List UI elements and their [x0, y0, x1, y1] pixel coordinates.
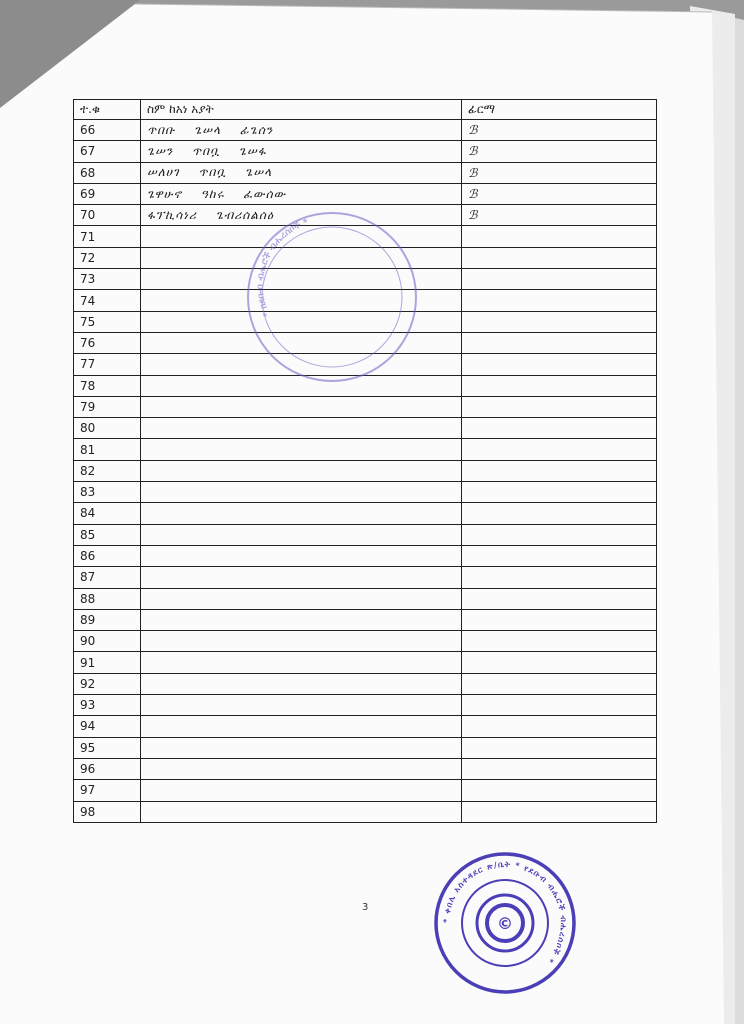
- table-row: [74, 503, 657, 524]
- row-name: [141, 439, 462, 460]
- row-signature: [462, 460, 657, 481]
- row-signature: [462, 396, 657, 417]
- row-name: [141, 545, 462, 566]
- column-header-name: ስም ከአነ አያት: [141, 100, 462, 120]
- row-name: [141, 396, 462, 417]
- row-number: 94: [74, 716, 141, 737]
- row-signature: [462, 290, 657, 311]
- row-signature: [462, 588, 657, 609]
- row-signature: [462, 780, 657, 801]
- row-number: 86: [74, 545, 141, 566]
- row-name: ጌሠን ጥበቧ ጌሠፋ: [141, 141, 462, 162]
- row-number: 88: [74, 588, 141, 609]
- row-name: [141, 609, 462, 630]
- row-number: 92: [74, 673, 141, 694]
- row-number: 93: [74, 695, 141, 716]
- row-name: [141, 588, 462, 609]
- row-number: 67: [74, 141, 141, 162]
- row-number: 83: [74, 482, 141, 503]
- table-row: [74, 588, 657, 609]
- row-name: [141, 780, 462, 801]
- row-number: 75: [74, 311, 141, 332]
- row-number: 68: [74, 162, 141, 183]
- table-row: [74, 567, 657, 588]
- row-number: 85: [74, 524, 141, 545]
- row-number: 87: [74, 567, 141, 588]
- row-signature: [462, 482, 657, 503]
- table-row: [74, 758, 657, 779]
- official-seal: [432, 850, 578, 996]
- table-row: [74, 673, 657, 694]
- table-row: [74, 524, 657, 545]
- row-name: [141, 482, 462, 503]
- table-row: [74, 460, 657, 481]
- row-name: [141, 460, 462, 481]
- page-number: 3: [362, 902, 369, 913]
- row-number: 69: [74, 183, 141, 204]
- table-row: [74, 631, 657, 652]
- table-row: [74, 183, 657, 204]
- row-name: [141, 503, 462, 524]
- row-number: 66: [74, 120, 141, 141]
- row-number: 71: [74, 226, 141, 247]
- table-row: [74, 716, 657, 737]
- table-row: [74, 482, 657, 503]
- svg-text:* ቀበሌ አስተዳደር ጽ/ቤት * የደቡብ ብሔሮች: [442, 860, 568, 965]
- row-signature: [462, 695, 657, 716]
- row-number: 77: [74, 354, 141, 375]
- table-row: [74, 737, 657, 758]
- row-signature: [462, 354, 657, 375]
- row-signature: [462, 375, 657, 396]
- row-signature: [462, 673, 657, 694]
- row-signature: [462, 439, 657, 460]
- column-header-signature: ፊርማ: [462, 100, 657, 120]
- row-signature: [462, 716, 657, 737]
- svg-text:©: ©: [497, 914, 513, 933]
- row-signature: [462, 247, 657, 268]
- svg-text:* በደቡብ ብሔሮች ብሔረሰቦች *: [256, 218, 310, 318]
- row-number: 72: [74, 247, 141, 268]
- row-signature: [462, 332, 657, 353]
- row-signature: [462, 801, 657, 822]
- table-row: [74, 545, 657, 566]
- row-number: 91: [74, 652, 141, 673]
- row-signature: ℬ: [462, 183, 657, 204]
- table-row: [74, 652, 657, 673]
- row-name: [141, 418, 462, 439]
- row-name: ጥበቡ ጌሠላ ፊጌሰን: [141, 120, 462, 141]
- row-name: ጌዋሁኖ ዓከሩ ፈውሰው: [141, 183, 462, 204]
- row-signature: [462, 609, 657, 630]
- row-signature: ℬ: [462, 120, 657, 141]
- row-name: [141, 758, 462, 779]
- row-signature: [462, 631, 657, 652]
- row-number: 89: [74, 609, 141, 630]
- row-signature: [462, 226, 657, 247]
- row-name: [141, 695, 462, 716]
- row-signature: [462, 311, 657, 332]
- seal-text: * ቀበሌ አስተዳደር ጽ/ቤት * የደቡብ ብሔሮች ብሔረሰቦች *: [441, 859, 569, 966]
- row-number: 81: [74, 439, 141, 460]
- middle-stamp: [240, 205, 430, 385]
- row-name: [141, 801, 462, 822]
- row-number: 74: [74, 290, 141, 311]
- row-number: 82: [74, 460, 141, 481]
- row-number: 96: [74, 758, 141, 779]
- row-signature: ℬ: [462, 162, 657, 183]
- table-row: [74, 141, 657, 162]
- row-signature: [462, 418, 657, 439]
- column-header-number: ተ.ቁ: [74, 100, 141, 120]
- row-signature: [462, 545, 657, 566]
- row-signature: [462, 567, 657, 588]
- row-name: [141, 631, 462, 652]
- row-name: [141, 673, 462, 694]
- row-number: 79: [74, 396, 141, 417]
- row-number: 98: [74, 801, 141, 822]
- table-row: [74, 695, 657, 716]
- row-number: 97: [74, 780, 141, 801]
- row-name: ፋፕኪሳነሪ ጌብሪሰልሰዕ: [141, 205, 462, 226]
- row-number: 78: [74, 375, 141, 396]
- row-signature: [462, 524, 657, 545]
- table-row: [74, 780, 657, 801]
- table-row: [74, 609, 657, 630]
- row-name: ሠለሀገ ጥበቧ ጌሠላ: [141, 162, 462, 183]
- row-name: [141, 652, 462, 673]
- middle-stamp-text: * በደቡብ ብሔሮች ብሔረሰቦች *: [255, 217, 310, 319]
- row-name: [141, 737, 462, 758]
- row-number: 84: [74, 503, 141, 524]
- row-number: 76: [74, 332, 141, 353]
- row-signature: [462, 269, 657, 290]
- row-number: 95: [74, 737, 141, 758]
- row-number: 80: [74, 418, 141, 439]
- table-header-row: [74, 100, 657, 120]
- table-row: [74, 439, 657, 460]
- table-row: [74, 396, 657, 417]
- table-row: [74, 418, 657, 439]
- row-number: 90: [74, 631, 141, 652]
- row-number: 73: [74, 269, 141, 290]
- row-signature: [462, 652, 657, 673]
- table-row: [74, 120, 657, 141]
- row-name: [141, 716, 462, 737]
- row-number: 70: [74, 205, 141, 226]
- table-row: [74, 162, 657, 183]
- row-signature: [462, 737, 657, 758]
- table-row: [74, 801, 657, 822]
- row-signature: [462, 758, 657, 779]
- row-name: [141, 524, 462, 545]
- row-signature: ℬ: [462, 205, 657, 226]
- row-name: [141, 567, 462, 588]
- row-signature: ℬ: [462, 141, 657, 162]
- row-signature: [462, 503, 657, 524]
